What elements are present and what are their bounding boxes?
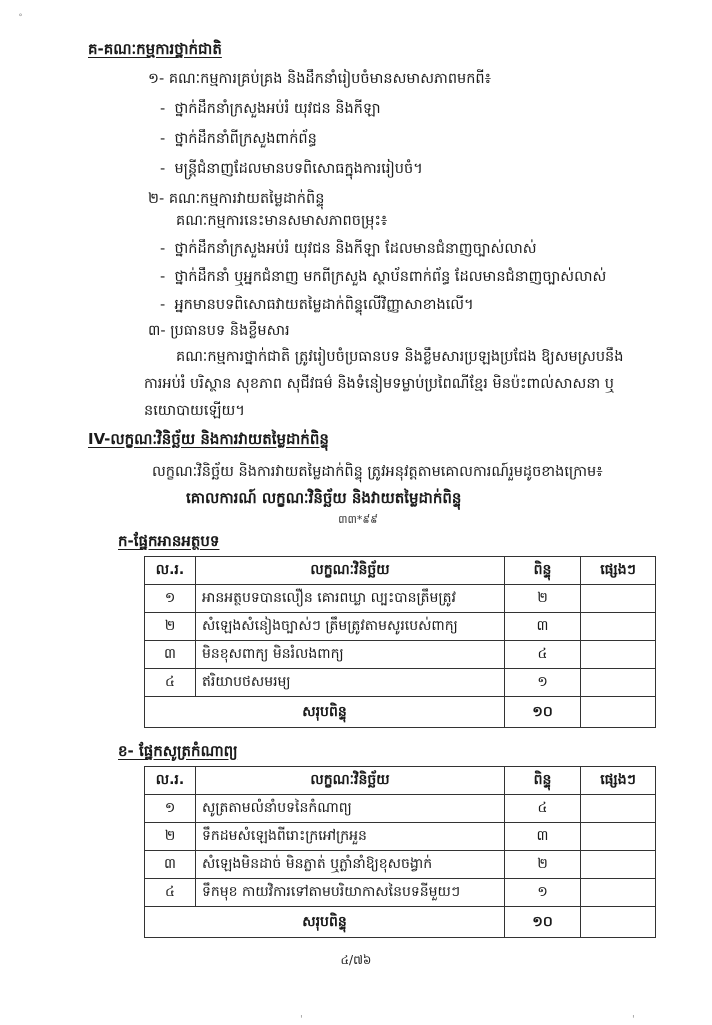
table-row <box>145 669 656 697</box>
cell-no: ៣ <box>145 641 196 669</box>
cell-criteria: សំឡេងមិនដាច់ មិនភ្លាត់ ឬភ្លាំនាំឱ្យខុសចង្វាក់ <box>196 851 505 879</box>
bullet-text: មន្ត្រីជំនាញដែលមានបទពិសោធក្នុងការរៀបចំ។ <box>174 161 423 177</box>
principle-title: គោលការណ៍ លក្ខណៈវិនិច្ឆ័យ និងវាយតម្លៃដាក់ពិន្ទុ <box>186 489 462 507</box>
section-iv-heading: IV-លក្ខណៈវិនិច្ឆ័យ និងការវាយតម្លៃដាក់ពិន្ទុ <box>88 430 329 448</box>
table-header-row <box>145 557 656 585</box>
table-total-row <box>145 907 656 938</box>
scan-speck: ˚ <box>18 14 23 25</box>
table-row <box>145 795 656 823</box>
item-2-intro: គណៈកម្មការនេះមានសមាសភាពចម្រុះ៖ <box>176 213 388 229</box>
cell-other <box>581 613 656 641</box>
cell-no: ៤ <box>145 669 196 697</box>
section-c-heading: គ-គណៈកម្មការថ្នាក់ជាតិ <box>88 40 222 58</box>
bullet-text: ថ្នាក់ដឹកនាំក្រសួងអប់រំ យុវជន និងកីឡា <box>174 101 381 117</box>
cell-other <box>581 585 656 613</box>
table-row <box>145 823 656 851</box>
item-1-bullet-2: - ថ្នាក់ដឹកនាំពីក្រសួងពាក់ព័ន្ធ <box>160 131 317 147</box>
page-number: ៤/៧៦ <box>340 953 372 967</box>
cell-score: ៤ <box>505 795 581 823</box>
cell-criteria: ទឹកមុខ កាយវិការទៅតាមបរិយាកាសនៃបទនីមួយៗ <box>196 879 505 907</box>
table-row <box>145 879 656 907</box>
item-2-bullet-1: - ថ្នាក់ដឹកនាំក្រសួងអប់រំ យុវជន និងកីឡា ដែលមានជំនាញច្បាស់លាស់ <box>160 241 537 257</box>
table-header-row <box>145 767 656 795</box>
total-label: សរុបពិន្ទុ <box>145 907 505 938</box>
cell-criteria: ឥរិយាបថសមរម្យ <box>196 669 505 697</box>
cell-criteria: អានអត្ថបទបានលឿន គោរពឃ្លា ល្បះបានត្រឹមត្រូវ <box>196 585 505 613</box>
cell-score: ២ <box>505 851 581 879</box>
cell-score: ១ <box>505 879 581 907</box>
ornament: ៣៣*៩៩ <box>338 513 378 526</box>
cell-criteria: ទឹកដមសំឡេងពីរោះក្រអៅក្រអួន <box>196 823 505 851</box>
col-header-criteria: លក្ខណៈវិនិច្ឆ័យ <box>196 557 505 585</box>
total-value: ១០ <box>505 907 581 938</box>
item-2-bullet-2: - ថ្នាក់ដឹកនាំ ឬអ្នកជំនាញ មកពីក្រសួង ស្ថាប័នពាក់ព័ន្ធ ដែលមានជំនាញច្បាស់លាស់ <box>160 269 607 285</box>
table-total-row <box>145 697 656 728</box>
col-header-score: ពិន្ទុ <box>505 557 581 585</box>
item-2-title: ២- គណៈកម្មការវាយតម្លៃដាក់ពិន្ទុ <box>148 191 325 207</box>
bullet-text: ថ្នាក់ដឹកនាំ ឬអ្នកជំនាញ មកពីក្រសួង ស្ថាប័នពាក់ព័ន្ធ ដែលមានជំនាញច្បាស់លាស់ <box>174 269 607 285</box>
col-header-no: ល.រ. <box>145 557 196 585</box>
bullet-text: ថ្នាក់ដឹកនាំពីក្រសួងពាក់ព័ន្ធ <box>174 131 317 147</box>
cell-score: ១ <box>505 669 581 697</box>
section-iv-intro: លក្ខណៈវិនិច្ឆ័យ និងការវាយតម្លៃដាក់ពិន្ទុ ត្រូវអនុវត្តតាមគោលការណ៍រួមដូចខាងក្រោម៖ <box>152 464 603 480</box>
table-row <box>145 585 656 613</box>
col-header-other: ផ្សេងៗ <box>581 557 656 585</box>
item-1-bullet-3: - មន្ត្រីជំនាញដែលមានបទពិសោធក្នុងការរៀបចំ។ <box>160 161 423 177</box>
col-header-other: ផ្សេងៗ <box>581 767 656 795</box>
cell-no: ១ <box>145 585 196 613</box>
cell-other <box>581 669 656 697</box>
col-header-score: ពិន្ទុ <box>505 767 581 795</box>
item-3-para-line-3: នយោបាយឡើយ។ <box>144 403 245 419</box>
item-3-para-line-1: គណៈកម្មការថ្នាក់ជាតិ ត្រូវរៀបចំប្រធានបទ និងខ្លឹមសារប្រឡងប្រជែង ឱ្យសមស្របនឹង <box>176 349 624 365</box>
cell-other <box>581 907 656 938</box>
table-row <box>145 613 656 641</box>
cell-score: ៤ <box>505 641 581 669</box>
cell-score: ២ <box>505 585 581 613</box>
item-3-para-line-2: ការអប់រំ បរិស្ថាន សុខភាព សុជីវធម៌ និងទំនៀមទម្លាប់ប្រពៃណីខ្មែរ មិនប៉ះពាល់សាសនា ឬ <box>144 376 614 392</box>
cell-other <box>581 795 656 823</box>
cell-no: ៤ <box>145 879 196 907</box>
table-row <box>145 641 656 669</box>
bullet-text: ថ្នាក់ដឹកនាំក្រសួងអប់រំ យុវជន និងកីឡា ដែលមានជំនាញច្បាស់លាស់ <box>174 241 537 257</box>
cell-no: ២ <box>145 823 196 851</box>
item-1-title: ១- គណៈកម្មការគ្រប់គ្រង និងដឹកនាំរៀបចំមានសមាសភាពមកពី៖ <box>148 71 492 87</box>
cell-other <box>581 641 656 669</box>
item-2-bullet-3: - អ្នកមានបទពិសោធវាយតម្លៃដាក់ពិន្ទុលើវិញ្ញាសាខាងលើ។ <box>160 297 474 313</box>
table-a <box>144 556 656 728</box>
col-header-no: ល.រ. <box>145 767 196 795</box>
item-1-bullet-1: - ថ្នាក់ដឹកនាំក្រសួងអប់រំ យុវជន និងកីឡា <box>160 101 381 117</box>
scan-speck: ' <box>632 1014 635 1025</box>
cell-other <box>581 879 656 907</box>
cell-score: ៣ <box>505 613 581 641</box>
cell-no: ១ <box>145 795 196 823</box>
item-3-title: ៣- ប្រធានបទ និងខ្លឹមសារ <box>148 323 290 339</box>
cell-other <box>581 697 656 728</box>
total-label: សរុបពិន្ទុ <box>145 697 505 728</box>
table-b-heading: ខ- ផ្នែកសូត្រកំណាព្យ <box>118 742 238 760</box>
table-b <box>144 766 656 938</box>
col-header-criteria: លក្ខណៈវិនិច្ឆ័យ <box>196 767 505 795</box>
total-value: ១០ <box>505 697 581 728</box>
cell-criteria: សំឡេងសំនៀងច្បាស់ៗ ត្រឹមត្រូវតាមសូរបេស់ពាក្យ <box>196 613 505 641</box>
table-row <box>145 851 656 879</box>
cell-other <box>581 851 656 879</box>
cell-other <box>581 823 656 851</box>
scan-speck: ' <box>300 1014 303 1025</box>
cell-criteria: សូត្រតាមលំនាំបទនៃកំណាព្យ <box>196 795 505 823</box>
cell-criteria: មិនខុសពាក្យ មិនរំលងពាក្យ <box>196 641 505 669</box>
bullet-text: អ្នកមានបទពិសោធវាយតម្លៃដាក់ពិន្ទុលើវិញ្ញាសាខាងលើ។ <box>174 297 474 313</box>
cell-no: ៣ <box>145 851 196 879</box>
cell-score: ៣ <box>505 823 581 851</box>
cell-no: ២ <box>145 613 196 641</box>
table-a-heading: ក-ផ្នែកអានអត្ថបទ <box>118 532 220 550</box>
